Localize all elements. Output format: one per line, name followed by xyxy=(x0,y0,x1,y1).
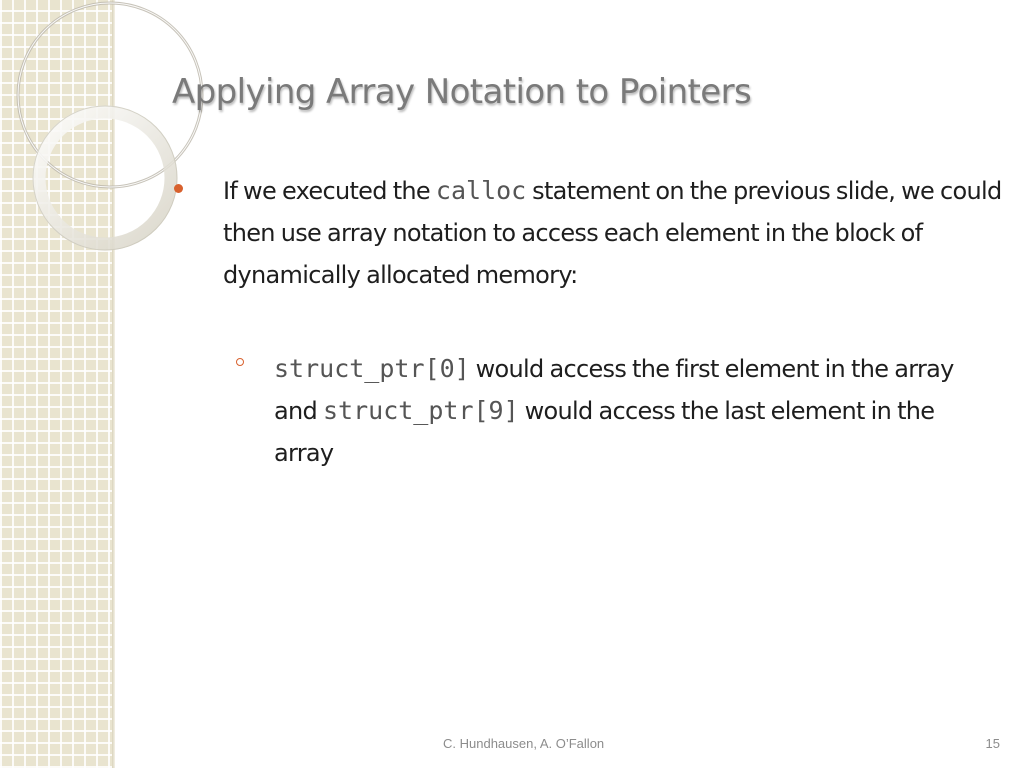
bullet-text xyxy=(223,170,1003,296)
hollow-circle-bullet-icon xyxy=(236,358,244,366)
slide-number: 15 xyxy=(985,736,1000,751)
bullet-text-after: statement on the previous slide, we could then use array notation to access each element in the block of dynamically allocated memory: xyxy=(223,177,1002,289)
decorative-circles-graphic xyxy=(0,0,170,260)
code-struct-ptr-9: struct_ptr[9] xyxy=(322,396,519,425)
code-struct-ptr-0: struct_ptr[0] xyxy=(274,354,470,383)
code-calloc: calloc xyxy=(435,176,527,205)
bullet-dot-icon xyxy=(174,184,183,193)
sub-bullet-text-2: would access the last element in the array xyxy=(274,397,935,467)
slide-title: Applying Array Notation to Pointers xyxy=(172,72,752,112)
sub-bullet-text-1: would access the first element in the array and xyxy=(274,355,954,425)
slide-footer: C. Hundhausen, A. O’Fallon xyxy=(443,736,605,751)
sub-bullet-text xyxy=(274,348,994,474)
bullet-text-before: If we executed the xyxy=(223,177,436,205)
